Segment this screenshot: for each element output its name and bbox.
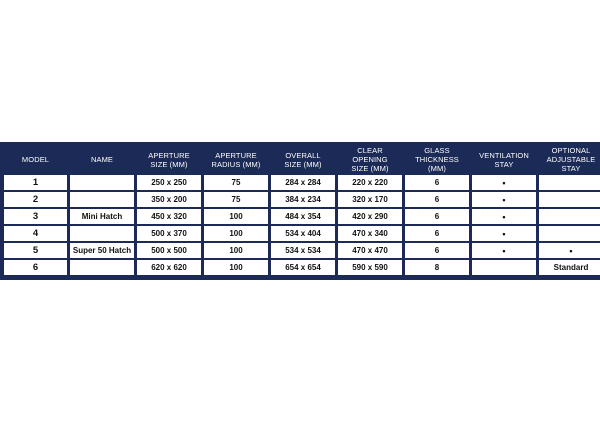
model-cell: 2 <box>4 192 67 207</box>
column-header-line: SIZE (MM) <box>284 159 322 169</box>
column-header-line: STAY <box>561 164 581 173</box>
header-model <box>4 146 67 173</box>
aperture-radius-cell: 100 <box>204 226 268 241</box>
model-cell: 1 <box>4 175 67 190</box>
table-row <box>4 192 600 207</box>
column-header-line: OPTIONAL <box>551 146 591 155</box>
name-cell <box>70 175 134 190</box>
table-row <box>4 260 600 275</box>
header-optional-adjustable-stay <box>539 146 600 173</box>
column-header-line: APERTURE <box>215 150 257 160</box>
aperture-size-cell: 500 x 370 <box>137 226 201 241</box>
ventilation-stay-cell: • <box>472 175 536 190</box>
aperture-radius-cell: 100 <box>204 260 268 275</box>
clear-opening-size-cell: 320 x 170 <box>338 192 402 207</box>
aperture-radius-cell: 75 <box>204 175 268 190</box>
column-header-line: MODEL <box>21 155 50 164</box>
name-cell <box>70 260 134 275</box>
table-row <box>4 209 600 224</box>
name-cell: Mini Hatch <box>70 209 134 224</box>
aperture-size-cell: 450 x 320 <box>137 209 201 224</box>
optional-adjustable-stay-cell <box>539 192 600 207</box>
column-header-line: NAME <box>90 155 114 164</box>
clear-opening-size-cell: 420 x 290 <box>338 209 402 224</box>
overall-size-cell: 534 x 404 <box>271 226 335 241</box>
column-header-line: SIZE (MM) <box>150 159 188 169</box>
aperture-radius-cell: 100 <box>204 209 268 224</box>
column-header-line: CLEAR OPENING <box>352 146 388 164</box>
model-cell: 3 <box>4 209 67 224</box>
column-header-line: ADJUSTABLE <box>546 155 596 164</box>
aperture-radius-cell: 100 <box>204 243 268 258</box>
model-cell: 4 <box>4 226 67 241</box>
aperture-size-cell: 500 x 500 <box>137 243 201 258</box>
overall-size-cell: 284 x 284 <box>271 175 335 190</box>
name-cell: Super 50 Hatch <box>70 243 134 258</box>
spec-table-container <box>0 142 600 280</box>
ventilation-stay-cell: • <box>472 192 536 207</box>
optional-adjustable-stay-cell <box>539 209 600 224</box>
table-row <box>4 175 600 190</box>
column-header-line: STAY <box>494 159 514 169</box>
ventilation-stay-cell: • <box>472 226 536 241</box>
glass-thickness-cell: 6 <box>405 226 469 241</box>
name-cell <box>70 192 134 207</box>
optional-adjustable-stay-cell: • <box>539 243 600 258</box>
header-clear-opening-size <box>338 146 402 173</box>
column-header-line: THICKNESS (MM) <box>415 155 459 173</box>
glass-thickness-cell: 6 <box>405 192 469 207</box>
aperture-radius-cell: 75 <box>204 192 268 207</box>
aperture-size-cell: 250 x 250 <box>137 175 201 190</box>
clear-opening-size-cell: 220 x 220 <box>338 175 402 190</box>
glass-thickness-cell: 6 <box>405 243 469 258</box>
clear-opening-size-cell: 470 x 340 <box>338 226 402 241</box>
model-cell: 5 <box>4 243 67 258</box>
table-row <box>4 226 600 241</box>
overall-size-cell: 484 x 354 <box>271 209 335 224</box>
header-aperture-size <box>137 146 201 173</box>
optional-adjustable-stay-cell <box>539 226 600 241</box>
glass-thickness-cell: 8 <box>405 260 469 275</box>
table-body <box>4 175 600 275</box>
column-header-line: GLASS <box>424 146 450 155</box>
model-cell: 6 <box>4 260 67 275</box>
name-cell <box>70 226 134 241</box>
header-name <box>70 146 134 173</box>
header-aperture-radius <box>204 146 268 173</box>
hatch-spec-table <box>1 144 600 277</box>
column-header-line: SIZE (MM) <box>351 164 389 173</box>
ventilation-stay-cell <box>472 260 536 275</box>
header-glass-thickness <box>405 146 469 173</box>
table-row <box>4 243 600 258</box>
glass-thickness-cell: 6 <box>405 209 469 224</box>
clear-opening-size-cell: 590 x 590 <box>338 260 402 275</box>
overall-size-cell: 534 x 534 <box>271 243 335 258</box>
optional-adjustable-stay-cell <box>539 175 600 190</box>
optional-adjustable-stay-cell: Standard <box>539 260 600 275</box>
overall-size-cell: 654 x 654 <box>271 260 335 275</box>
column-header-line: OVERALL <box>285 150 321 160</box>
aperture-size-cell: 620 x 620 <box>137 260 201 275</box>
column-header-line: RADIUS (MM) <box>211 159 261 169</box>
column-header-line: VENTILATION <box>479 150 529 160</box>
header-ventilation-stay <box>472 146 536 173</box>
aperture-size-cell: 350 x 200 <box>137 192 201 207</box>
ventilation-stay-cell: • <box>472 209 536 224</box>
header-overall-size <box>271 146 335 173</box>
header-row <box>4 146 600 173</box>
ventilation-stay-cell: • <box>472 243 536 258</box>
clear-opening-size-cell: 470 x 470 <box>338 243 402 258</box>
column-header-line: APERTURE <box>148 150 190 160</box>
overall-size-cell: 384 x 234 <box>271 192 335 207</box>
glass-thickness-cell: 6 <box>405 175 469 190</box>
